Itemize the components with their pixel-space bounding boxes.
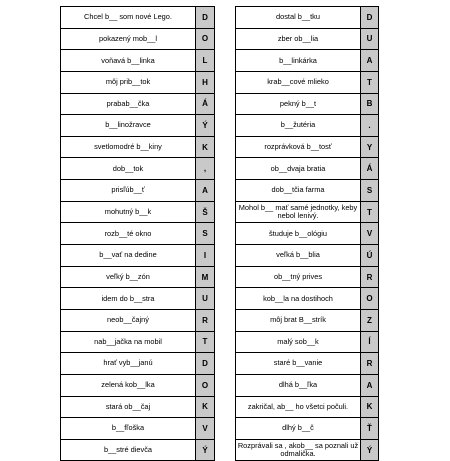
left-row-16 — [61, 331, 215, 353]
left-row-4-letter: H — [196, 71, 215, 93]
left-row-16-text: nab__jačka na mobil — [61, 331, 196, 353]
left-row-19 — [61, 396, 215, 418]
right-row-9-text: dob__tčia farma — [236, 180, 361, 202]
right-row-20-text: dlhý b__č — [236, 418, 361, 440]
right-row-4-letter: T — [361, 71, 379, 93]
right-row-4-text: krab__cové mlieko — [236, 71, 361, 93]
right-row-2-text: zber ob__lia — [236, 28, 361, 50]
right-row-3 — [236, 50, 379, 72]
right-row-21-text: Rozprávali sa , akob__ sa poznali už odmalička. — [236, 439, 361, 461]
right-row-19-text: zakričal, ab__ ho všetci počuli. — [236, 396, 361, 418]
left-row-15-text: neob__čajný — [61, 309, 196, 331]
left-row-13-letter: M — [196, 266, 215, 288]
left-row-19-letter: K — [196, 396, 215, 418]
left-row-15 — [61, 309, 215, 331]
left-row-20 — [61, 418, 215, 440]
right-row-7-text: rozprávková b__tosť — [236, 136, 361, 158]
right-row-11-letter: V — [361, 223, 379, 245]
right-row-6 — [236, 115, 379, 137]
left-row-20-text: b__fľoška — [61, 418, 196, 440]
left-row-16-letter: T — [196, 331, 215, 353]
left-row-5-text: prabab__čka — [61, 93, 196, 115]
right-row-21-letter: Ý — [361, 439, 379, 461]
left-row-3 — [61, 50, 215, 72]
right-row-20-letter: Ť — [361, 418, 379, 440]
right-row-17-letter: R — [361, 353, 379, 375]
right-row-15 — [236, 309, 379, 331]
left-row-20-letter: V — [196, 418, 215, 440]
left-row-17-letter: D — [196, 353, 215, 375]
left-row-7-letter: K — [196, 136, 215, 158]
right-row-5-letter: B — [361, 93, 379, 115]
right-row-21 — [236, 439, 379, 461]
left-row-21-text: b__stré dievča — [61, 439, 196, 461]
left-row-6-text: b__linožravce — [61, 115, 196, 137]
left-row-19-text: stará ob__čaj — [61, 396, 196, 418]
right-row-5 — [236, 93, 379, 115]
left-table-body — [61, 7, 215, 461]
right-row-6-text: b__žutéria — [236, 115, 361, 137]
right-row-1 — [236, 7, 379, 29]
right-row-2-letter: U — [361, 28, 379, 50]
right-row-18-text: dlhá b__ľka — [236, 374, 361, 396]
left-row-11-text: rozb__té okno — [61, 223, 196, 245]
right-row-18 — [236, 374, 379, 396]
left-row-21-letter: Ý — [196, 439, 215, 461]
right-row-6-letter: . — [361, 115, 379, 137]
right-row-7 — [236, 136, 379, 158]
left-row-11-letter: S — [196, 223, 215, 245]
right-row-13-text: ob__tný prives — [236, 266, 361, 288]
left-row-1-text: Chcel b__ som nové Lego. — [61, 7, 196, 29]
left-row-1-letter: D — [196, 7, 215, 29]
left-row-10 — [61, 201, 215, 223]
right-row-8 — [236, 158, 379, 180]
left-row-1 — [61, 7, 215, 29]
right-row-15-text: môj brat B__strík — [236, 309, 361, 331]
right-row-20 — [236, 418, 379, 440]
right-row-11-text: študuje b__ológiu — [236, 223, 361, 245]
left-row-18-letter: O — [196, 374, 215, 396]
right-row-12 — [236, 245, 379, 267]
left-row-14-text: idem do b__stra — [61, 288, 196, 310]
left-row-12-text: b__vať na dedine — [61, 245, 196, 267]
right-row-8-text: ob__dvaja bratia — [236, 158, 361, 180]
right-row-17-text: staré b__vanie — [236, 353, 361, 375]
right-row-11 — [236, 223, 379, 245]
left-row-8 — [61, 158, 215, 180]
right-row-9-letter: S — [361, 180, 379, 202]
right-row-13-letter: R — [361, 266, 379, 288]
right-row-19-letter: K — [361, 396, 379, 418]
right-row-12-text: veľká b__blia — [236, 245, 361, 267]
left-row-14-letter: U — [196, 288, 215, 310]
left-row-2 — [61, 28, 215, 50]
right-row-17 — [236, 353, 379, 375]
left-row-4 — [61, 71, 215, 93]
left-row-10-letter: Š — [196, 201, 215, 223]
left-row-6-letter: Ý — [196, 115, 215, 137]
right-row-14-text: kob__la na dostihoch — [236, 288, 361, 310]
left-row-7 — [61, 136, 215, 158]
right-row-16-letter: Í — [361, 331, 379, 353]
left-row-2-letter: O — [196, 28, 215, 50]
right-row-2 — [236, 28, 379, 50]
left-row-11 — [61, 223, 215, 245]
right-row-14 — [236, 288, 379, 310]
right-row-7-letter: Y — [361, 136, 379, 158]
right-worksheet-table — [235, 6, 379, 461]
left-row-5 — [61, 93, 215, 115]
right-row-16 — [236, 331, 379, 353]
left-row-3-letter: L — [196, 50, 215, 72]
right-table-body — [236, 7, 379, 461]
left-row-13 — [61, 266, 215, 288]
right-row-12-letter: Ú — [361, 245, 379, 267]
right-row-14-letter: O — [361, 288, 379, 310]
right-row-19 — [236, 396, 379, 418]
right-row-15-letter: Z — [361, 309, 379, 331]
left-row-8-letter: , — [196, 158, 215, 180]
left-row-10-text: mohutný b__k — [61, 201, 196, 223]
left-row-21 — [61, 439, 215, 461]
right-row-4 — [236, 71, 379, 93]
left-row-2-text: pokazený mob__l — [61, 28, 196, 50]
left-row-13-text: veľký b__zón — [61, 266, 196, 288]
right-row-10 — [236, 201, 379, 223]
right-row-9 — [236, 180, 379, 202]
left-row-5-letter: Á — [196, 93, 215, 115]
left-row-17 — [61, 353, 215, 375]
right-row-10-letter: T — [361, 201, 379, 223]
right-row-13 — [236, 266, 379, 288]
right-row-3-text: b__linkárka — [236, 50, 361, 72]
left-row-9-letter: A — [196, 180, 215, 202]
right-row-3-letter: A — [361, 50, 379, 72]
right-row-1-text: dostal b__tku — [236, 7, 361, 29]
left-row-4-text: môj prib__tok — [61, 71, 196, 93]
left-row-18 — [61, 374, 215, 396]
left-row-7-text: svetlomodré b__kiny — [61, 136, 196, 158]
left-row-9-text: prisľúb__ť — [61, 180, 196, 202]
left-row-14 — [61, 288, 215, 310]
left-row-17-text: hrať vyb__janú — [61, 353, 196, 375]
left-row-15-letter: R — [196, 309, 215, 331]
left-row-12 — [61, 245, 215, 267]
left-row-12-letter: I — [196, 245, 215, 267]
right-row-1-letter: D — [361, 7, 379, 29]
left-row-6 — [61, 115, 215, 137]
left-worksheet-table — [60, 6, 215, 461]
right-row-18-letter: A — [361, 374, 379, 396]
left-row-3-text: voňavá b__linka — [61, 50, 196, 72]
right-row-16-text: malý sob__k — [236, 331, 361, 353]
right-row-5-text: pekný b__t — [236, 93, 361, 115]
left-row-8-text: dob__tok — [61, 158, 196, 180]
right-row-10-text: Mohol b__ mať samé jednotky, keby nebol lenivý. — [236, 201, 361, 223]
right-row-8-letter: Á — [361, 158, 379, 180]
left-row-18-text: zelená kob__lka — [61, 374, 196, 396]
left-row-9 — [61, 180, 215, 202]
